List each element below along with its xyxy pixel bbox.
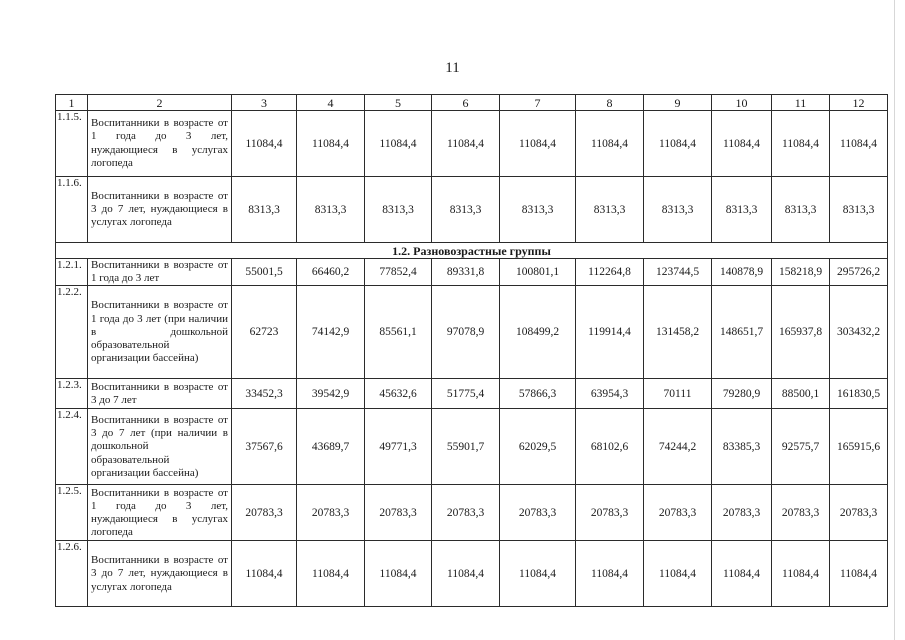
value-cell: 20783,3 — [644, 485, 712, 541]
row-description: Воспитанники в возрасте от 3 до 7 лет, нуждающиеся в услугах логопеда — [88, 177, 232, 243]
value-cell: 165915,6 — [830, 409, 888, 485]
value-cell: 83385,3 — [712, 409, 772, 485]
value-cell: 8313,3 — [772, 177, 830, 243]
value-cell: 11084,4 — [500, 541, 576, 607]
value-cell: 11084,4 — [830, 541, 888, 607]
value-cell: 108499,2 — [500, 286, 576, 379]
value-cell: 88500,1 — [772, 379, 830, 409]
value-cell: 131458,2 — [644, 286, 712, 379]
value-cell: 55901,7 — [432, 409, 500, 485]
value-cell: 68102,6 — [576, 409, 644, 485]
row-code: 1.2.6. — [56, 541, 88, 607]
row-code: 1.2.3. — [56, 379, 88, 409]
value-cell: 140878,9 — [712, 259, 772, 286]
value-cell: 11084,4 — [576, 541, 644, 607]
value-cell: 20783,3 — [576, 485, 644, 541]
value-cell: 20783,3 — [365, 485, 432, 541]
column-header: 6 — [432, 95, 500, 111]
section-row — [56, 243, 888, 259]
table-row — [56, 177, 888, 243]
value-cell: 100801,1 — [500, 259, 576, 286]
value-cell: 62029,5 — [500, 409, 576, 485]
value-cell: 55001,5 — [232, 259, 297, 286]
table-row — [56, 259, 888, 286]
row-description: Воспитанники в возрасте от 1 года до 3 лет, нуждающиеся в услугах логопеда — [88, 485, 232, 541]
value-cell: 8313,3 — [830, 177, 888, 243]
tariff-table — [55, 94, 888, 607]
value-cell: 11084,4 — [232, 541, 297, 607]
value-cell: 70111 — [644, 379, 712, 409]
column-header: 8 — [576, 95, 644, 111]
value-cell: 11084,4 — [365, 541, 432, 607]
column-header: 12 — [830, 95, 888, 111]
section-title: 1.2. Разновозрастные группы — [56, 243, 888, 259]
value-cell: 8313,3 — [365, 177, 432, 243]
value-cell: 123744,5 — [644, 259, 712, 286]
value-cell: 11084,4 — [576, 111, 644, 177]
row-description: Воспитанники в возрасте от 1 года до 3 лет (при наличии в дошкольной образовательной организации бассейна) — [88, 286, 232, 379]
column-header: 1 — [56, 95, 88, 111]
column-header: 9 — [644, 95, 712, 111]
row-description: Воспитанники в возрасте от 3 до 7 лет (при наличии в дошкольной образовательной организации бассейна) — [88, 409, 232, 485]
value-cell: 20783,3 — [432, 485, 500, 541]
value-cell: 77852,4 — [365, 259, 432, 286]
value-cell: 20783,3 — [830, 485, 888, 541]
value-cell: 20783,3 — [500, 485, 576, 541]
value-cell: 33452,3 — [232, 379, 297, 409]
value-cell: 119914,4 — [576, 286, 644, 379]
table-row — [56, 409, 888, 485]
page-number: 11 — [445, 60, 460, 76]
value-cell: 8313,3 — [576, 177, 644, 243]
value-cell: 11084,4 — [644, 541, 712, 607]
row-description: Воспитанники в возрасте от 3 до 7 лет — [88, 379, 232, 409]
header-row — [56, 95, 888, 111]
column-header: 7 — [500, 95, 576, 111]
value-cell: 62723 — [232, 286, 297, 379]
value-cell: 20783,3 — [297, 485, 365, 541]
value-cell: 8313,3 — [232, 177, 297, 243]
page-edge-line — [894, 0, 895, 640]
value-cell: 8313,3 — [644, 177, 712, 243]
column-header: 11 — [772, 95, 830, 111]
value-cell: 79280,9 — [712, 379, 772, 409]
row-description: Воспитанники в возрасте от 3 до 7 лет, нуждающиеся в услугах логопеда — [88, 541, 232, 607]
value-cell: 295726,2 — [830, 259, 888, 286]
value-cell: 63954,3 — [576, 379, 644, 409]
value-cell: 20783,3 — [772, 485, 830, 541]
row-code: 1.2.5. — [56, 485, 88, 541]
value-cell: 11084,4 — [772, 541, 830, 607]
value-cell: 43689,7 — [297, 409, 365, 485]
row-code: 1.2.4. — [56, 409, 88, 485]
value-cell: 89331,8 — [432, 259, 500, 286]
value-cell: 51775,4 — [432, 379, 500, 409]
value-cell: 11084,4 — [432, 541, 500, 607]
value-cell: 11084,4 — [500, 111, 576, 177]
column-header: 5 — [365, 95, 432, 111]
value-cell: 39542,9 — [297, 379, 365, 409]
value-cell: 11084,4 — [772, 111, 830, 177]
value-cell: 85561,1 — [365, 286, 432, 379]
value-cell: 11084,4 — [232, 111, 297, 177]
value-cell: 92575,7 — [772, 409, 830, 485]
value-cell: 303432,2 — [830, 286, 888, 379]
value-cell: 8313,3 — [432, 177, 500, 243]
value-cell: 148651,7 — [712, 286, 772, 379]
value-cell: 11084,4 — [365, 111, 432, 177]
value-cell: 11084,4 — [712, 541, 772, 607]
value-cell: 49771,3 — [365, 409, 432, 485]
value-cell: 74244,2 — [644, 409, 712, 485]
value-cell: 20783,3 — [232, 485, 297, 541]
value-cell: 158218,9 — [772, 259, 830, 286]
value-cell: 8313,3 — [500, 177, 576, 243]
value-cell: 11084,4 — [297, 541, 365, 607]
value-cell: 11084,4 — [297, 111, 365, 177]
column-header: 10 — [712, 95, 772, 111]
row-code: 1.2.1. — [56, 259, 88, 286]
value-cell: 11084,4 — [830, 111, 888, 177]
row-description: Воспитанники в возрасте от 1 года до 3 лет, нуждающиеся в услугах логопеда — [88, 111, 232, 177]
value-cell: 165937,8 — [772, 286, 830, 379]
value-cell: 97078,9 — [432, 286, 500, 379]
table-row — [56, 111, 888, 177]
value-cell: 11084,4 — [432, 111, 500, 177]
row-code: 1.1.5. — [56, 111, 88, 177]
column-header: 2 — [88, 95, 232, 111]
value-cell: 161830,5 — [830, 379, 888, 409]
value-cell: 37567,6 — [232, 409, 297, 485]
row-code: 1.1.6. — [56, 177, 88, 243]
table-row — [56, 541, 888, 607]
column-header: 4 — [297, 95, 365, 111]
value-cell: 8313,3 — [297, 177, 365, 243]
table-row — [56, 286, 888, 379]
value-cell: 66460,2 — [297, 259, 365, 286]
table-row — [56, 485, 888, 541]
value-cell: 11084,4 — [712, 111, 772, 177]
value-cell: 74142,9 — [297, 286, 365, 379]
value-cell: 112264,8 — [576, 259, 644, 286]
row-code: 1.2.2. — [56, 286, 88, 379]
value-cell: 20783,3 — [712, 485, 772, 541]
row-description: Воспитанники в возрасте от 1 года до 3 лет — [88, 259, 232, 286]
value-cell: 11084,4 — [644, 111, 712, 177]
table-row — [56, 379, 888, 409]
value-cell: 45632,6 — [365, 379, 432, 409]
column-header: 3 — [232, 95, 297, 111]
value-cell: 57866,3 — [500, 379, 576, 409]
value-cell: 8313,3 — [712, 177, 772, 243]
